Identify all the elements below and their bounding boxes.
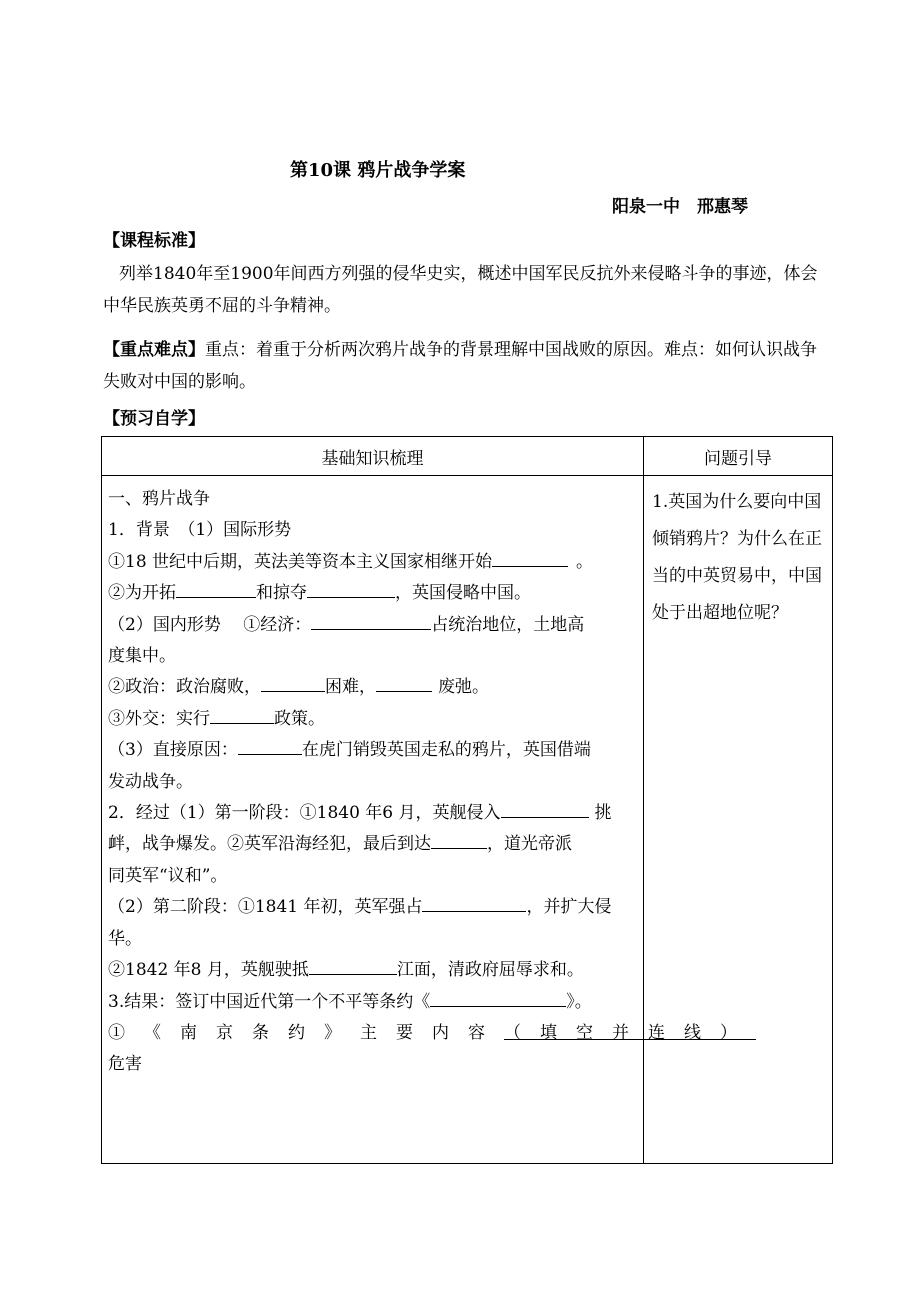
preview-heading: 【预习自学】 xyxy=(103,409,205,429)
list-item: 华。 xyxy=(108,928,142,949)
fill-blank[interactable] xyxy=(422,893,526,912)
fill-blank[interactable] xyxy=(492,548,568,567)
key-points-heading: 【重点难点】 xyxy=(103,340,205,360)
key-points-text: 重点：着重于分析两次鸦片战争的背景理解中国战败的原因。难点：如何认识战争失败对中国的影响。 xyxy=(103,340,817,392)
list-item: （2）国内形势 ①经济： 占统治地位，土地高 xyxy=(108,610,633,641)
list-item: 发动战争。 xyxy=(108,771,193,792)
list-item: ②1842 年8 月，英舰驶抵 江面，清政府屈辱求和。 xyxy=(108,955,633,986)
fill-blank[interactable] xyxy=(376,673,432,692)
list-item: ①《南京条约》主要内容（填空并连线） xyxy=(108,1022,756,1043)
question-cell xyxy=(644,476,833,1164)
table-header-row xyxy=(102,437,833,476)
study-table xyxy=(101,436,833,1164)
question-text: 1.英国为什么要向中国倾销鸦片？为什么在正当的中英贸易中，中国处于出超地位呢？ xyxy=(652,492,822,623)
table-body-row xyxy=(102,476,833,1164)
list-item: ②政治：政治腐败， 困难， 废弛。 xyxy=(108,672,633,703)
list-item: 3.结果：签订中国近代第一个不平等条约《 》。 xyxy=(108,987,633,1018)
page-title: 第10课 鸦片战争学案 xyxy=(290,160,466,181)
list-item: （2）第二阶段：①1841 年初，英军强占 ，并扩大侵 xyxy=(108,892,633,923)
fill-blank[interactable] xyxy=(261,673,325,692)
fill-blank[interactable] xyxy=(307,579,395,598)
list-item: ②为开拓 和掠夺 ，英国侵略中国。 xyxy=(108,578,633,609)
fill-blank[interactable] xyxy=(430,988,566,1007)
fill-blank[interactable] xyxy=(311,611,431,630)
fill-blank[interactable] xyxy=(309,956,397,975)
section-heading: 一、鸦片战争 xyxy=(108,489,210,509)
list-item: 2．经过（1）第一阶段：①1840 年6 月，英舰侵入 挑 xyxy=(108,798,633,829)
header-knowledge: 基础知识梳理 xyxy=(102,437,644,476)
author: 阳泉一中 邢惠琴 xyxy=(612,197,748,217)
standard-section xyxy=(103,225,823,257)
background-line: 1．背景 （1）国际形势 xyxy=(108,520,292,541)
list-item: （3）直接原因： 在虎门销毁英国走私的鸦片，英国借端 xyxy=(108,735,633,766)
fill-blank[interactable] xyxy=(501,799,589,818)
fill-blank[interactable] xyxy=(238,736,302,755)
list-item: 度集中。 xyxy=(108,646,176,667)
header-question: 问题引导 xyxy=(644,437,833,476)
key-points-section xyxy=(103,334,823,398)
list-item: ③外交：实行 政策。 xyxy=(108,704,633,735)
standard-text: 列举1840年至1900年间西方列强的侵华史实，概述中国军民反抗外来侵略斗争的事迹，体会中华民族英勇不屈的斗争精神。 xyxy=(103,264,818,316)
list-item: ①18 世纪中后期，英法美等资本主义国家相继开始 。 xyxy=(108,547,633,578)
standard-heading: 【课程标准】 xyxy=(103,231,205,251)
fill-blank[interactable] xyxy=(431,830,487,849)
list-item: 同英军“议和”。 xyxy=(108,865,228,886)
list-item: 衅，战争爆发。②英军沿海经犯，最后到达 ，道光帝派 xyxy=(108,829,633,860)
fill-blank[interactable] xyxy=(176,579,256,598)
list-item: 危害 xyxy=(108,1054,142,1075)
fill-blank[interactable] xyxy=(210,705,274,724)
